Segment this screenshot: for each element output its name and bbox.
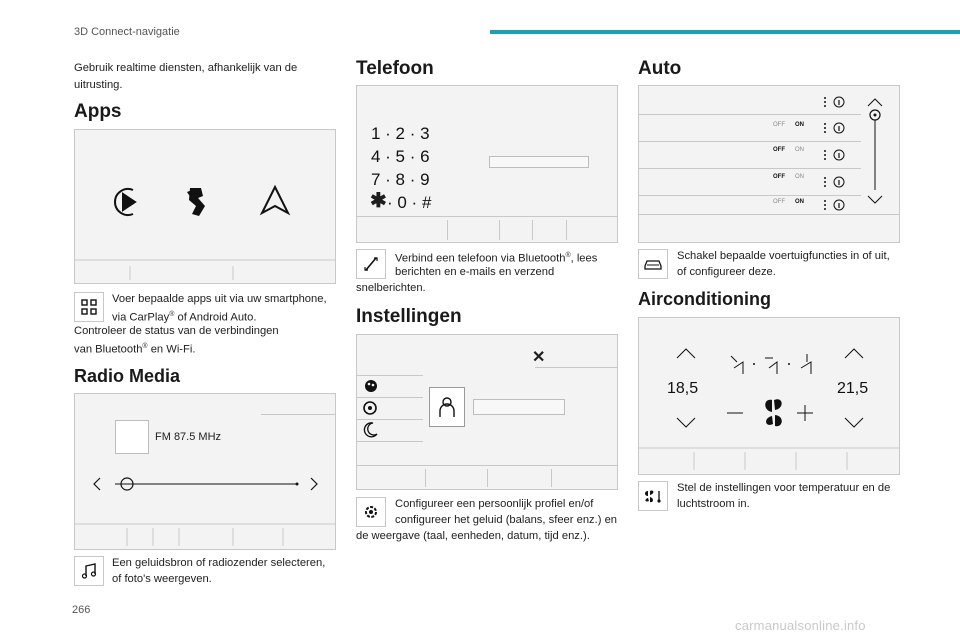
toggle-4-off: OFF bbox=[773, 199, 785, 205]
chevron-down-icon bbox=[868, 196, 882, 203]
android-auto-icon bbox=[262, 187, 288, 213]
phone-number-field bbox=[489, 156, 589, 168]
telefoon-icon-box bbox=[356, 249, 386, 279]
toggle-2-on: ON bbox=[795, 147, 804, 153]
auto-heading: Auto bbox=[638, 58, 682, 79]
sound-settings-icon bbox=[364, 402, 376, 414]
telefoon-screen bbox=[356, 85, 618, 243]
airflow-mode-icons bbox=[731, 354, 811, 374]
instellingen-screen bbox=[356, 334, 618, 490]
radio-desc-line1: Een geluidsbron of radiozender selecteren, bbox=[112, 557, 326, 569]
carplay-icon bbox=[115, 189, 135, 215]
auto-desc-line2: of configureer deze. bbox=[677, 266, 776, 278]
chevron-up-icon bbox=[868, 99, 882, 106]
night-mode-icon bbox=[364, 423, 377, 437]
apps-desc-line1: Voer bepaalde apps uit via uw smartphone, bbox=[112, 293, 327, 305]
airco-controls bbox=[639, 318, 899, 474]
climate-fan-icon bbox=[644, 488, 662, 504]
toggle-1-on: ON bbox=[795, 122, 804, 128]
keypad-row-4: · 0 · # bbox=[387, 193, 432, 212]
apps-screen bbox=[74, 129, 336, 284]
profile-name-field bbox=[473, 399, 565, 415]
airco-heading: Airconditioning bbox=[638, 289, 771, 309]
header-accent-bar bbox=[490, 30, 960, 34]
temp-left-down-icon bbox=[677, 418, 695, 427]
toggle-3-on: ON bbox=[795, 174, 804, 180]
telefoon-desc-line3: snelberichten. bbox=[356, 282, 426, 294]
apps-desc-line4: van Bluetooth® en Wi-Fi. bbox=[74, 343, 196, 356]
airco-desc-line2: luchtstroom in. bbox=[677, 498, 750, 510]
toggle-4-on: ON bbox=[795, 199, 804, 205]
apps-desc-line3: Controleer de status van de verbindingen bbox=[74, 325, 279, 337]
apps-screen-graphic bbox=[75, 130, 335, 283]
phone-icon bbox=[363, 256, 379, 272]
close-icon: ✕ bbox=[532, 349, 546, 366]
telefoon-desc-line2: berichten en e-mails en verzend bbox=[395, 266, 555, 278]
option-dots-icons bbox=[824, 97, 826, 210]
toggle-2-off: OFF bbox=[773, 147, 785, 153]
radio-heading: Radio Media bbox=[74, 366, 181, 386]
radio-screen bbox=[74, 393, 336, 550]
car-icon bbox=[644, 257, 662, 271]
chevron-left-icon bbox=[94, 478, 100, 490]
intro-text: Gebruik realtime diensten, afhankelijk van de uitrusting. bbox=[74, 62, 298, 91]
apps-icon-box bbox=[74, 292, 104, 322]
auto-screen bbox=[638, 85, 900, 243]
radio-desc-line2: of foto's weergeven. bbox=[112, 573, 212, 585]
keypad-row-2: 4 · 5 · 6 bbox=[371, 147, 430, 166]
gear-icon bbox=[363, 504, 379, 520]
auto-icon-box bbox=[638, 249, 668, 279]
airco-screen bbox=[638, 317, 900, 475]
peugeot-lion-icon bbox=[187, 188, 205, 216]
auto-controls bbox=[639, 86, 899, 242]
toggle-3-off: OFF bbox=[773, 174, 785, 180]
keypad-row-1: 1 · 2 · 3 bbox=[371, 124, 430, 143]
temp-left-up-icon bbox=[677, 349, 695, 358]
user-profile-icon bbox=[438, 396, 456, 418]
radio-station-label: FM 87.5 MHz bbox=[155, 431, 222, 443]
temp-right-up-icon bbox=[845, 349, 863, 358]
telefoon-desc-line1: Verbind een telefoon via Bluetooth®, lees bbox=[395, 252, 598, 265]
apps-grid-icon bbox=[81, 299, 97, 315]
temp-right-down-icon bbox=[845, 418, 863, 427]
instellingen-icon-box bbox=[356, 497, 386, 527]
telefoon-heading: Telefoon bbox=[356, 58, 434, 79]
toggle-1-off: OFF bbox=[773, 122, 785, 128]
instellingen-desc-line3: de weergave (taal, eenheden, datum, tijd enz.). bbox=[356, 530, 590, 542]
header-title: 3D Connect-navigatie bbox=[74, 26, 180, 38]
page-number: 266 bbox=[72, 604, 91, 616]
palette-icon bbox=[365, 380, 377, 392]
instellingen-desc-line1: Configureer een persoonlijk profiel en/of bbox=[395, 498, 594, 510]
temp-right-value: 21,5 bbox=[837, 380, 869, 397]
keypad-star-key: ✱ bbox=[370, 190, 387, 212]
apps-heading: Apps bbox=[74, 101, 122, 122]
keypad-row-3: 7 · 8 · 9 bbox=[371, 170, 430, 189]
temp-left-value: 18,5 bbox=[667, 380, 699, 397]
airco-desc-line1: Stel de instellingen voor temperatuur en de bbox=[677, 482, 891, 494]
instellingen-desc-line2: configureer het geluid (balans, sfeer enz.) en bbox=[395, 514, 618, 526]
music-note-icon bbox=[81, 563, 97, 579]
chevron-right-icon bbox=[311, 478, 317, 490]
fan-icon bbox=[765, 399, 782, 426]
instellingen-heading: Instellingen bbox=[356, 306, 462, 327]
airco-icon-box bbox=[638, 481, 668, 511]
radio-icon-box bbox=[74, 556, 104, 586]
apps-desc-line2: via CarPlay® of Android Auto. bbox=[112, 311, 257, 324]
auto-desc-line1: Schakel bepaalde voertuigfuncties in of uit, bbox=[677, 250, 890, 262]
radio-controls bbox=[75, 394, 335, 549]
watermark: carmanualsonline.info bbox=[735, 618, 866, 633]
profile-tile bbox=[429, 387, 465, 427]
